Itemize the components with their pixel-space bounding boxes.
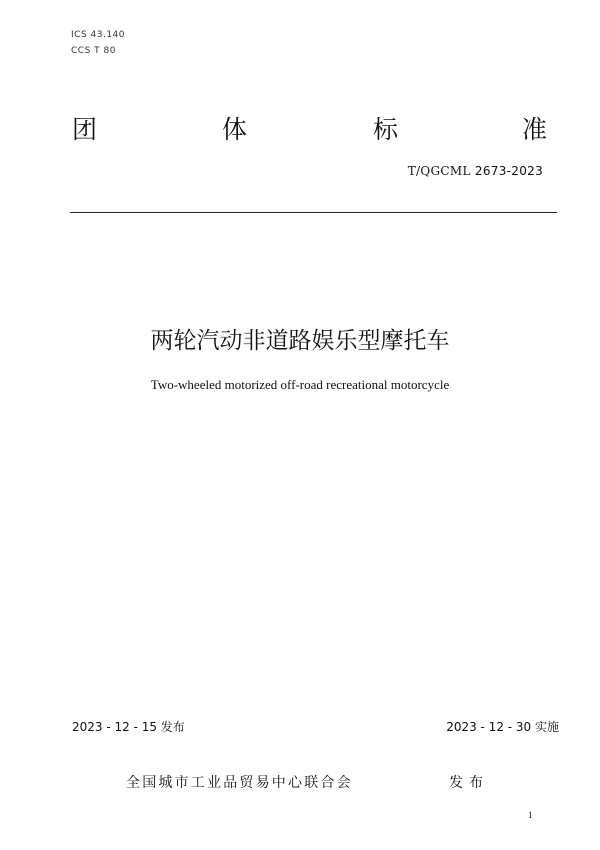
standard-number	[408, 164, 543, 178]
heading-char-4: 准	[522, 115, 548, 144]
heading-char-2: 体	[222, 115, 248, 144]
publish-date: 2023 - 12 - 15 发布	[72, 720, 185, 734]
implement-date: 2023 - 12 - 30 实施	[446, 720, 559, 734]
issuer-name: 全国城市工业品贸易中心联合会	[126, 775, 353, 791]
header-divider	[70, 212, 557, 213]
heading-char-3: 标	[373, 115, 399, 144]
heading-char-1: 团	[72, 115, 98, 144]
page-number: 1	[528, 810, 533, 820]
ics-code: ICS 43.140	[71, 30, 126, 40]
issue-label: 发布	[449, 775, 489, 791]
title-chinese: 两轮汽动非道路娱乐型摩托车	[150, 328, 450, 354]
title-english: Two-wheeled motorized off-road recreational motorcycle	[150, 377, 450, 392]
standard-number-value: 2673-2023	[474, 164, 543, 178]
ccs-code: CCS T 80	[71, 46, 116, 56]
standard-number-prefix: T/QGCML	[407, 164, 471, 178]
